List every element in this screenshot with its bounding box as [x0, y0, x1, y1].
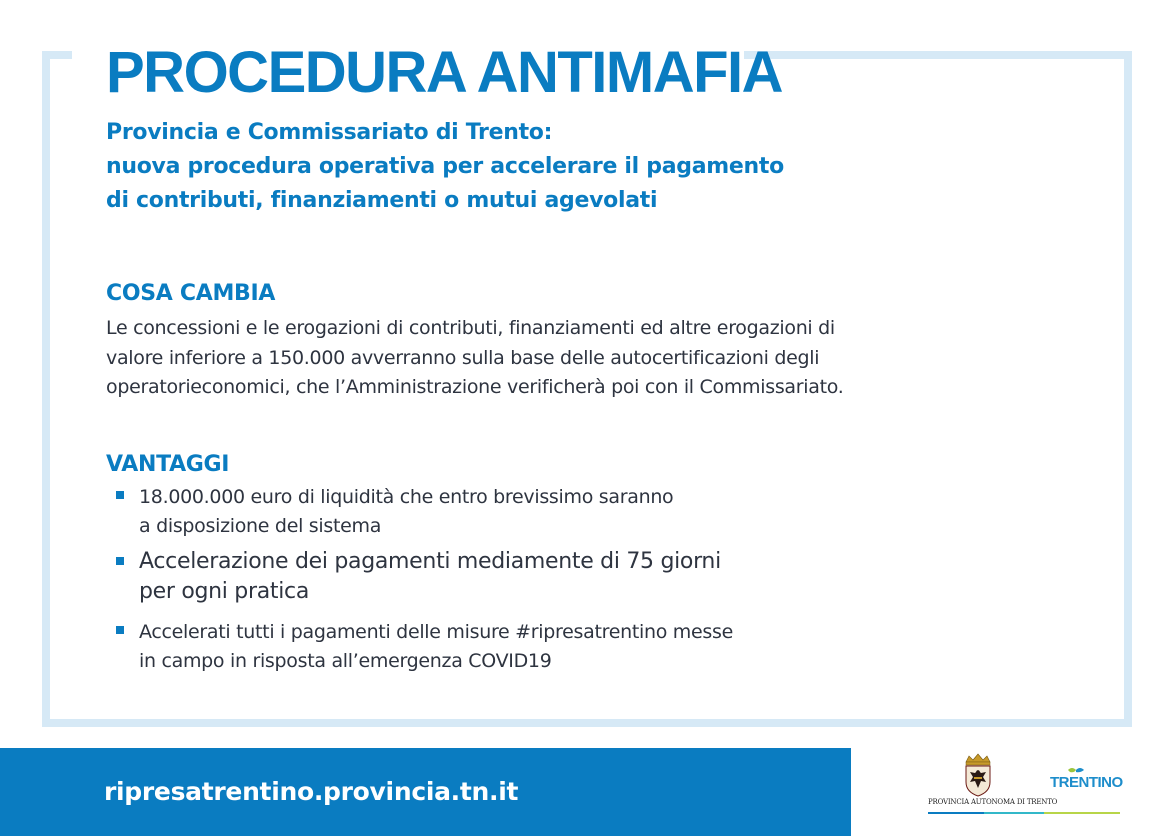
bullet-square-icon: [116, 626, 124, 634]
body-line: valore inferiore a 150.000 avverranno sulla base delle autocertificazioni degli: [106, 346, 820, 369]
website-link[interactable]: ripresatrentino.provincia.tn.it: [104, 777, 519, 806]
logo-rule-green: [1044, 812, 1120, 814]
provincia-caption: PROVINCIA AUTONOMA DI TRENTO: [928, 798, 1058, 806]
subtitle-line: di contributi, finanziamenti o mutui agevolati: [106, 188, 658, 213]
page-title: PROCEDURA ANTIMAFIA: [106, 40, 783, 105]
list-item-line: 18.000.000 euro di liquidità che entro brevissimo saranno: [139, 486, 674, 508]
logo-rule-teal: [984, 812, 1044, 814]
list-item-line: Accelerati tutti i pagamenti delle misure #ripresatrentino messe: [139, 621, 733, 643]
bullet-square-icon: [116, 491, 124, 499]
list-item-line: Accelerazione dei pagamenti mediamente di 75 giorni: [139, 549, 721, 574]
list-item-line: in campo in risposta all’emergenza COVID19: [139, 650, 552, 672]
trentino-logo: [1050, 774, 1123, 791]
list-item-line: a disposizione del sistema: [139, 515, 382, 537]
body-line: Le concessioni e le erogazioni di contributi, finanziamenti ed altre erogazioni di: [106, 317, 835, 339]
bullet-square-icon: [116, 557, 124, 565]
subtitle: [106, 116, 866, 218]
subtitle-line: Provincia e Commissariato di Trento:: [106, 120, 553, 145]
logo-rule-blue: [928, 812, 984, 814]
section-heading-cosa-cambia: COSA CAMBIA: [106, 281, 276, 306]
cosa-cambia-text: [106, 314, 906, 403]
body-line: operatorieconomici, che l’Amministrazione verificherà poi con il Commissariato.: [106, 376, 844, 398]
list-item-line: per ogni pratica: [139, 579, 310, 604]
section-heading-vantaggi: VANTAGGI: [106, 452, 230, 477]
trentino-logo-text: TRENTINO: [1050, 774, 1123, 791]
subtitle-line: nuova procedura operativa per accelerare il pagamento: [106, 154, 784, 179]
